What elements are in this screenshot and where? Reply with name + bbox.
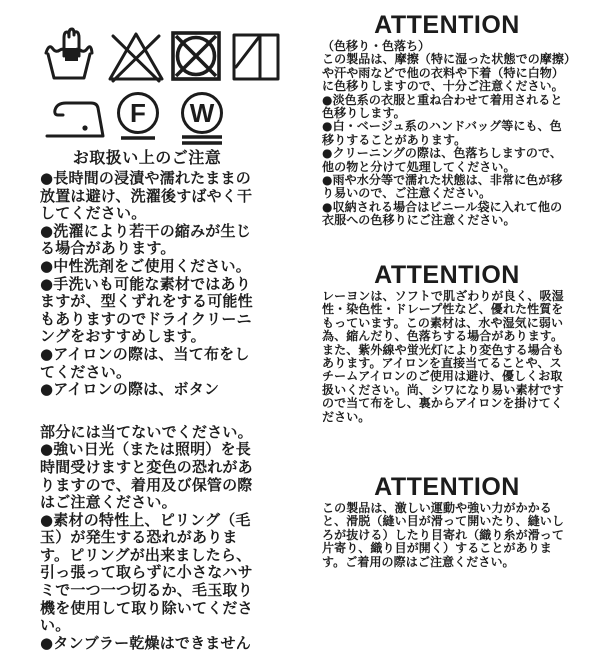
attention-section-rayon (322, 262, 572, 424)
do-not-tumble-dry-icon (168, 26, 224, 86)
dry-clean-f-icon (114, 90, 162, 146)
care-note: ●素材の特性上、ピリング（毛玉）が発生する恐れがあります。ピリングが出来ましたら、引っ張って取らずに小さなハサミで一つ一つ切るか、毛玉取り機を使用して取り除いてください。 (40, 510, 253, 635)
care-symbols-row-2 (44, 90, 226, 148)
care-note: ●強い日光（または照明）を長時間受けますと変色の恐れがありますので、着用及び保管の際はご注意ください。 (40, 440, 253, 512)
attention-title: ATTENTION (374, 473, 520, 501)
attention-note: レーヨンは、ソフトで肌ざわりが良く、吸湿性・染色性・ドレープ性など、優れた性質をもっています。この素材は、水や湿気に弱い為、縮んだり、色落ちする場合があります。また、紫外線や蛍光灯により変色する場合もあります。アイロンを直接当てることや、スチームアイロンのご使用は避け、優しくお取扱いください。尚、シワになり易い素材ですので当て布をし、裏からアイロンを掛けてください。 (322, 289, 565, 424)
attention-note: ●淡色系の衣服と重ね合わせて着用されると色移りします。 (322, 92, 563, 121)
attention-title: ATTENTION (374, 261, 520, 289)
care-note: ●アイロンの際は、ボタン (40, 380, 220, 399)
attention-note: この製品は、摩擦（特に湿った状態での摩擦）や汗や雨などで他の衣料や下着（特に白物）に色移りしますので、十分ご注意ください。 (322, 52, 571, 94)
w-letter: W (189, 98, 215, 128)
care-note: 部分には当てないでください。 (40, 422, 253, 441)
attention-body (322, 53, 572, 227)
handling-notes-column (40, 148, 254, 650)
care-note: ●洗濯により若干の縮みが生じる場合があります。 (40, 221, 251, 258)
wet-clean-w-icon (178, 90, 226, 148)
attention-section-seam-slippage (322, 474, 572, 569)
attention-title: ATTENTION (374, 11, 520, 39)
attention-subtitle: （色移り・色落ち） (322, 39, 431, 53)
attention-note: ●クリーニングの際は、色落ちしますので、他の物と分けて処理してください。 (322, 146, 562, 174)
care-note: ●長時間の浸漬や濡れたままの放置は避け、洗濯後すばやく干してください。 (40, 169, 253, 223)
iron-low-icon (44, 94, 106, 140)
do-not-bleach-icon (107, 26, 165, 86)
attention-body (322, 290, 572, 424)
care-note: ●手洗いも可能な素材ではありますが、型くずれをする可能性もありますのでドライクリーニングをおすすめします。 (40, 274, 253, 346)
handling-notes-list-continued (40, 424, 254, 650)
attention-section-color-transfer (322, 12, 572, 228)
attention-note: この製品は、激しい運動や強い力がかかると、滑脱（縫い目が滑って開いたり、縫いしろが抜ける）したり目寄れ（織り糸が滑って片寄り、織り目が開く）することがあります。ご着用の際はご注意ください。 (322, 501, 565, 569)
attention-note: ●白・ベージュ系のハンドバッグ等にも、色移りすることがあります。 (322, 119, 562, 147)
hand-wash-icon (44, 26, 94, 86)
shade-dry-icon (231, 26, 281, 86)
attention-note: ●雨や水分等で濡れた状態は、非常に色が移り易いので、ご注意ください。 (322, 173, 563, 201)
attention-body (322, 502, 572, 569)
care-note: ●中性洗剤をご使用ください。 (40, 256, 251, 275)
care-note: ●アイロンの際は、当て布をしてください。 (40, 344, 250, 381)
handling-notes-heading: お取扱い上のご注意 (72, 148, 222, 167)
f-letter: F (130, 98, 146, 128)
handling-notes-list (40, 170, 254, 399)
attention-note: ●収納される場合はビニール袋に入れて他の衣服への色移りにご注意ください。 (322, 199, 563, 228)
care-note: ●タンブラー乾燥はできません (40, 633, 251, 650)
care-symbols-row-1 (44, 26, 281, 86)
